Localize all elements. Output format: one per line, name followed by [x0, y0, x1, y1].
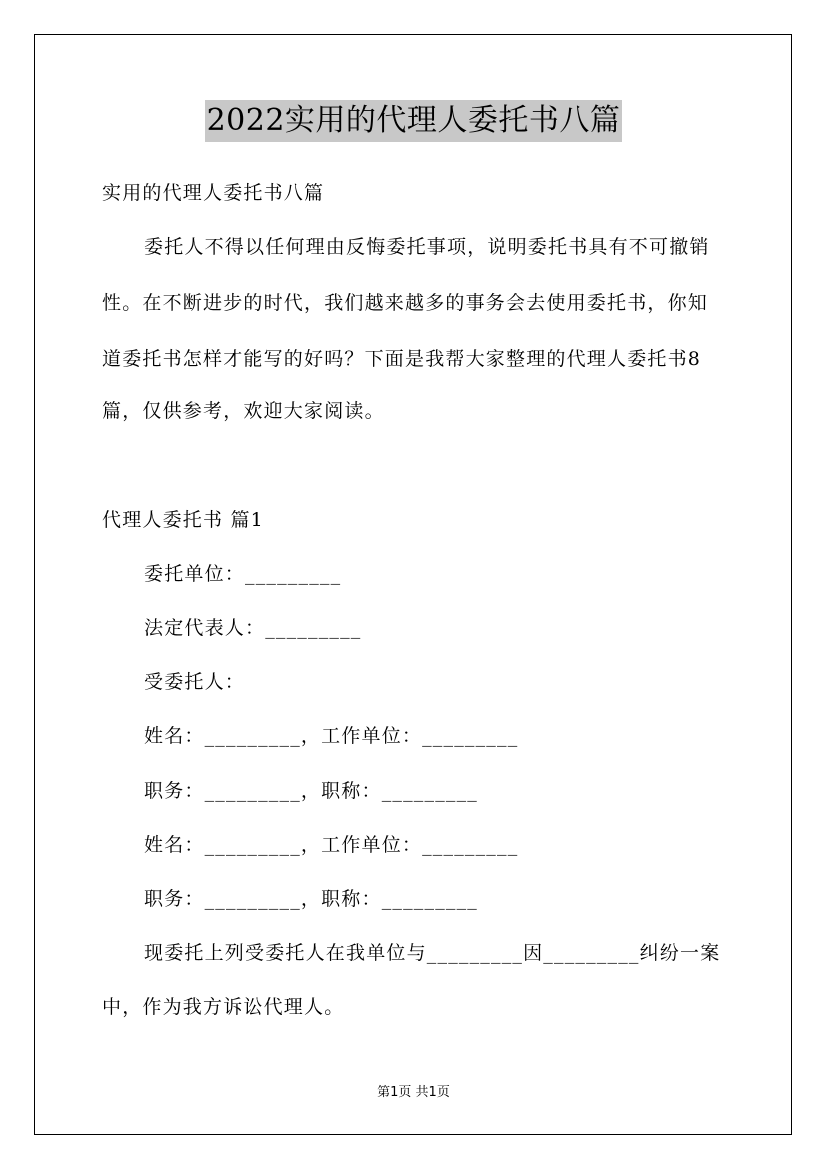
trustee-duty-title-1: 职务：_________，职称：_________: [144, 780, 479, 802]
document-title: 2022实用的代理人委托书八篇: [205, 100, 623, 142]
document-subtitle: 实用的代理人委托书八篇: [102, 182, 325, 204]
trustee-duty-title-2: 职务：_________，职称：_________: [144, 888, 479, 910]
intro-line-2: 性。在不断进步的时代，我们越来越多的事务会去使用委托书，你知: [102, 292, 709, 314]
page-footer: 第1页 共1页: [377, 1085, 450, 1100]
legal-representative-field: 法定代表人：_________: [144, 617, 362, 639]
body-line-1: 现委托上列受委托人在我单位与_________因_________纠纷一案: [144, 942, 721, 964]
section-heading: 代理人委托书 篇1: [102, 509, 264, 531]
intro-line-1: 委托人不得以任何理由反悔委托事项，说明委托书具有不可撤销: [144, 236, 710, 258]
intro-line-3: 道委托书怎样才能写的好吗？下面是我帮大家整理的代理人委托书8: [102, 348, 702, 370]
trustee-label: 受委托人：: [144, 671, 246, 693]
intro-line-4: 篇，仅供参考，欢迎大家阅读。: [102, 400, 385, 422]
title-container: [0, 100, 827, 142]
trustee-name-unit-2: 姓名：_________，工作单位：_________: [144, 834, 519, 856]
trustee-name-unit-1: 姓名：_________，工作单位：_________: [144, 725, 519, 747]
entrusting-unit-field: 委托单位：_________: [144, 563, 342, 585]
body-line-2: 中，作为我方诉讼代理人。: [102, 996, 345, 1018]
